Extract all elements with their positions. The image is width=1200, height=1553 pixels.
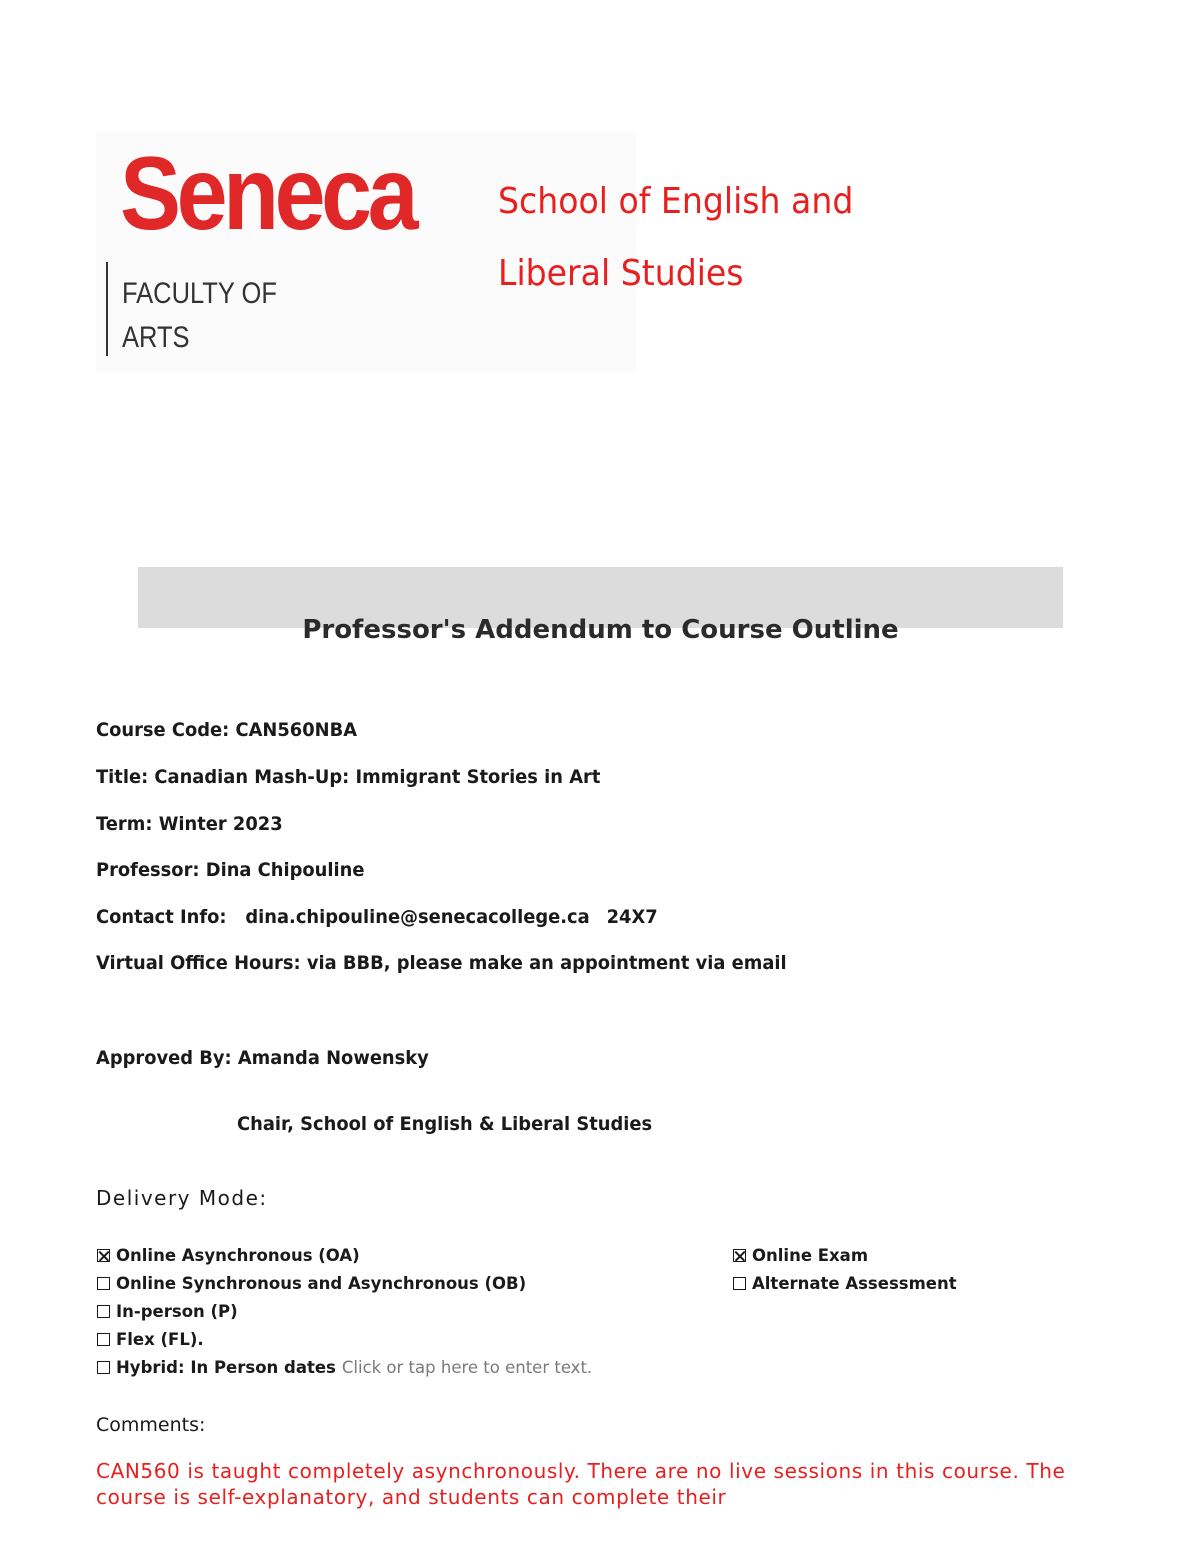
option-label: Hybrid: In Person dates — [116, 1358, 336, 1377]
checked-checkbox-icon[interactable] — [97, 1249, 110, 1262]
office-hours: Virtual Office Hours: via BBB, please make an appointment via email — [96, 952, 787, 974]
option-label: Alternate Assessment — [752, 1274, 957, 1293]
chair-title: Chair, School of English & Liberal Studies — [237, 1113, 653, 1135]
school-title-line2: Liberal Studies — [498, 253, 744, 294]
contact-email: dina.chipouline@senecacollege.ca — [245, 906, 590, 928]
school-title — [498, 166, 853, 310]
course-title: Title: Canadian Mash-Up: Immigrant Stories in Art — [96, 766, 601, 788]
course-term: Term: Winter 2023 — [96, 813, 283, 835]
hybrid-dates-input[interactable]: Click or tap here to enter text. — [341, 1358, 593, 1377]
option-label: In-person (P) — [116, 1302, 238, 1321]
logo-faculty-line2: ARTS — [122, 321, 190, 354]
option-label: Online Asynchronous (OA) — [116, 1246, 360, 1265]
contact-info — [96, 906, 658, 928]
logo-faculty-line1: FACULTY OF — [122, 277, 277, 310]
checkbox-icon[interactable] — [97, 1305, 110, 1318]
option-hybrid[interactable] — [97, 1358, 592, 1377]
approved-by: Approved By: Amanda Nowensky — [96, 1047, 429, 1069]
option-label: Flex (FL). — [116, 1330, 204, 1349]
option-flex[interactable] — [97, 1330, 204, 1349]
option-alternate-assessment[interactable] — [733, 1274, 957, 1293]
checkbox-icon[interactable] — [97, 1277, 110, 1290]
option-online-exam[interactable] — [733, 1246, 868, 1265]
option-online-sync-async[interactable] — [97, 1274, 526, 1293]
contact-label: Contact Info: — [96, 906, 227, 928]
course-professor: Professor: Dina Chipouline — [96, 859, 365, 881]
logo-faculty — [122, 272, 277, 360]
checkbox-icon[interactable] — [97, 1361, 110, 1374]
course-code: Course Code: CAN560NBA — [96, 719, 358, 741]
delivery-mode-title: Delivery Mode: — [96, 1186, 268, 1210]
school-title-line1: School of English and — [498, 181, 854, 222]
option-in-person[interactable] — [97, 1302, 238, 1321]
comments-title: Comments: — [96, 1414, 206, 1436]
checkbox-icon[interactable] — [733, 1277, 746, 1290]
banner-title: Professor's Addendum to Course Outline — [302, 615, 899, 645]
comment-text: CAN560 is taught completely asynchronously. There are no live sessions in this course. The course is self-explanatory, and students can complete their — [96, 1459, 1066, 1509]
contact-availability: 24X7 — [606, 906, 658, 928]
option-online-asynchronous[interactable] — [97, 1246, 360, 1265]
logo-divider — [106, 262, 108, 356]
addendum-banner — [138, 567, 1063, 645]
option-label: Online Synchronous and Asynchronous (OB) — [116, 1274, 527, 1293]
option-label: Online Exam — [752, 1246, 869, 1265]
logo-wordmark: Seneca — [120, 136, 415, 252]
checkbox-icon[interactable] — [97, 1333, 110, 1346]
checked-checkbox-icon[interactable] — [733, 1249, 746, 1262]
